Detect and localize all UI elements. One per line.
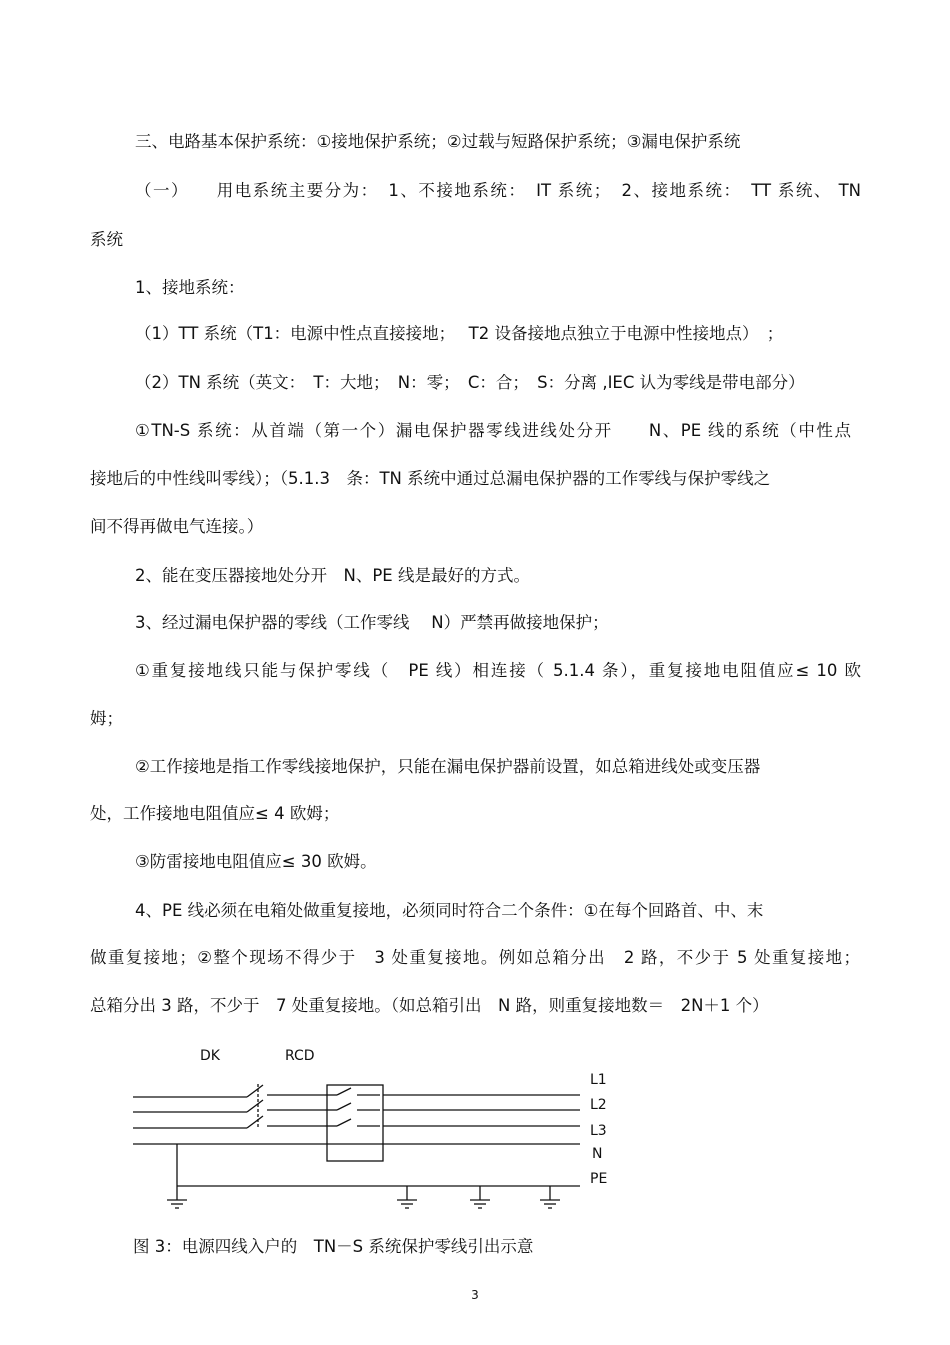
text-line-13: 姆； (90, 709, 123, 728)
text-line-6: （2）TN 系统（英文： T：大地； N：零； C：合； S：分离 ,IEC 认为零线是带电部分） (135, 373, 805, 392)
rcd-label: RCD (285, 1048, 315, 1064)
phase-wires (133, 1084, 580, 1186)
tn-s-wiring-diagram (125, 1040, 625, 1220)
text-line-4: 1、接地系统： (135, 278, 245, 297)
line-label-pe: PE (590, 1171, 608, 1187)
text-line-14: ②工作接地是指工作零线接地保护，只能在漏电保护器前设置，如总箱进线处或变压器 (135, 757, 761, 776)
ground-symbols (167, 1186, 560, 1208)
text-line-15: 处，工作接地电阻值应≤ 4 欧姆； (90, 804, 340, 823)
text-line-9: 间不得再做电气连接。） (90, 517, 264, 536)
text-line-1: 三、电路基本保护系统：①接地保护系统；②过载与短路保护系统；③漏电保护系统 (135, 132, 741, 151)
line-label-l2: L2 (590, 1097, 607, 1113)
text-line-3: 系统 (90, 230, 123, 249)
text-line-10: 2、能在变压器接地处分开 N、PE 线是最好的方式。 (135, 566, 530, 585)
page-number: 3 (471, 1288, 479, 1302)
text-line-19: 总箱分出 3 路，不少于 7 处重复接地。（如总箱引出 N 路，则重复接地数＝ 2N＋1 个） (90, 996, 769, 1015)
figure-caption: 图 3：电源四线入户的 TN－S 系统保护零线引出示意 (133, 1237, 534, 1256)
text-line-17: 4、PE 线必须在电箱处做重复接地，必须同时符合二个条件：①在每个回路首、中、末 (135, 901, 764, 920)
line-label-l3: L3 (590, 1123, 607, 1139)
text-line-12: ①重复接地线只能与保护零线（ PE 线）相连接（ 5.1.4 条），重复接地电阻值应≤ 10 欧 (135, 661, 861, 680)
text-line-8: 接地后的中性线叫零线）；（5.1.3 条：TN 系统中通过总漏电保护器的工作零线与保护零线之 (90, 469, 771, 488)
text-line-5: （1）TT 系统（T1：电源中性点直接接地； T2 设备接地点独立于电源中性接地点） ； (135, 324, 784, 343)
text-line-16: ③防雷接地电阻值应≤ 30 欧姆。 (135, 852, 377, 871)
line-label-l1: L1 (590, 1072, 607, 1088)
dk-label: DK (200, 1048, 220, 1064)
line-label-n: N (592, 1146, 603, 1162)
text-line-11: 3、经过漏电保护器的零线（工作零线 N）严禁再做接地保护； (135, 613, 609, 632)
text-line-7: ①TN-S 系统：从首端（第一个）漏电保护器零线进线处分开 N、PE 线的系统（中性点 (135, 421, 851, 440)
text-line-18: 做重复接地；②整个现场不得少于 3 处重复接地。例如总箱分出 2 路，不少于 5 处重复接地； (90, 948, 860, 967)
text-line-2: （一） 用电系统主要分为： 1、不接地系统： IT 系统； 2、接地系统： TT 系统、 TN (135, 181, 861, 200)
